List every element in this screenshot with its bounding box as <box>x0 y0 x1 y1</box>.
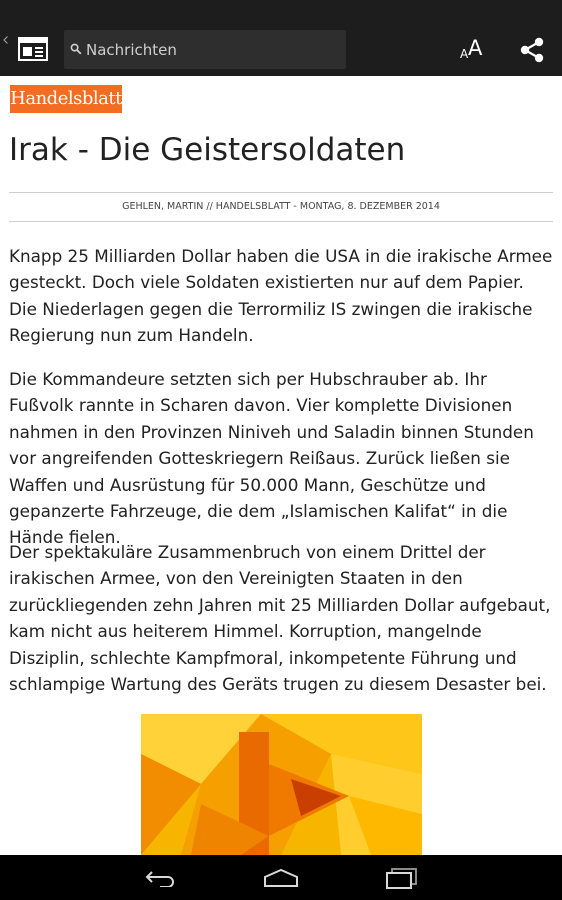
font-size-large-glyph: A <box>468 36 483 60</box>
home-icon[interactable] <box>262 868 300 888</box>
search-icon <box>70 43 82 55</box>
article-image <box>141 714 422 855</box>
article-paragraph: Knapp 25 Milliarden Dollar haben die USA in die irakische Armee gesteckt. Doch viele Soldaten existierten nur auf dem Papier. Die Niederlagen gegen die Terrormiliz IS zwingen die irakische Regierung nun zum Handeln. <box>9 246 553 346</box>
article-meta: GEHLEN, MARTIN // HANDELSBLATT - MONTAG, 8. DEZEMBER 2014 <box>9 192 553 222</box>
article-title: Irak - Die Geistersoldaten <box>9 132 406 168</box>
font-size-button[interactable] <box>452 34 492 66</box>
search-box[interactable] <box>64 30 346 69</box>
action-bar <box>0 0 562 76</box>
recent-apps-icon[interactable] <box>384 867 418 889</box>
source-logo: Handelsblatt <box>10 85 122 113</box>
article-paragraph: Die Kommandeure setzten sich per Hubschrauber ab. Ihr Fußvolk rannte in Scharen davon. Vier komplette Divisionen nahmen in den Provinzen Niniveh und Saladin binnen Stunden vor angreifenden Gotteskriegern Reißaus. Zurück ließen sie Waffen und Ausrüstung für 50.000 Mann, Geschütze und gepanzerte Fahrzeuge, die dem „Islamischen Kalifat“ in die Hände fielen. <box>9 369 534 548</box>
font-size-small-glyph: A <box>460 47 469 61</box>
chevron-left-icon[interactable] <box>3 36 8 44</box>
back-icon[interactable] <box>144 869 177 887</box>
search-input[interactable] <box>86 30 336 69</box>
system-nav-bar <box>0 855 562 900</box>
article-paragraph: Der spektakuläre Zusammenbruch von einem Drittel der irakischen Armee, von den Vereinigten Staaten in den zurückliegenden zehn Jahren mit 25 Milliarden Dollar aufgebaut, kam nicht aus heiterem Himmel. Korruption, mangelnde Disziplin, schlechte Kampfmoral, inkompetente Führung und schlampige Wartung des Geräts trugen zu diesem Desaster bei. <box>9 542 551 695</box>
share-icon[interactable] <box>518 37 546 63</box>
newspaper-icon[interactable] <box>18 37 48 61</box>
